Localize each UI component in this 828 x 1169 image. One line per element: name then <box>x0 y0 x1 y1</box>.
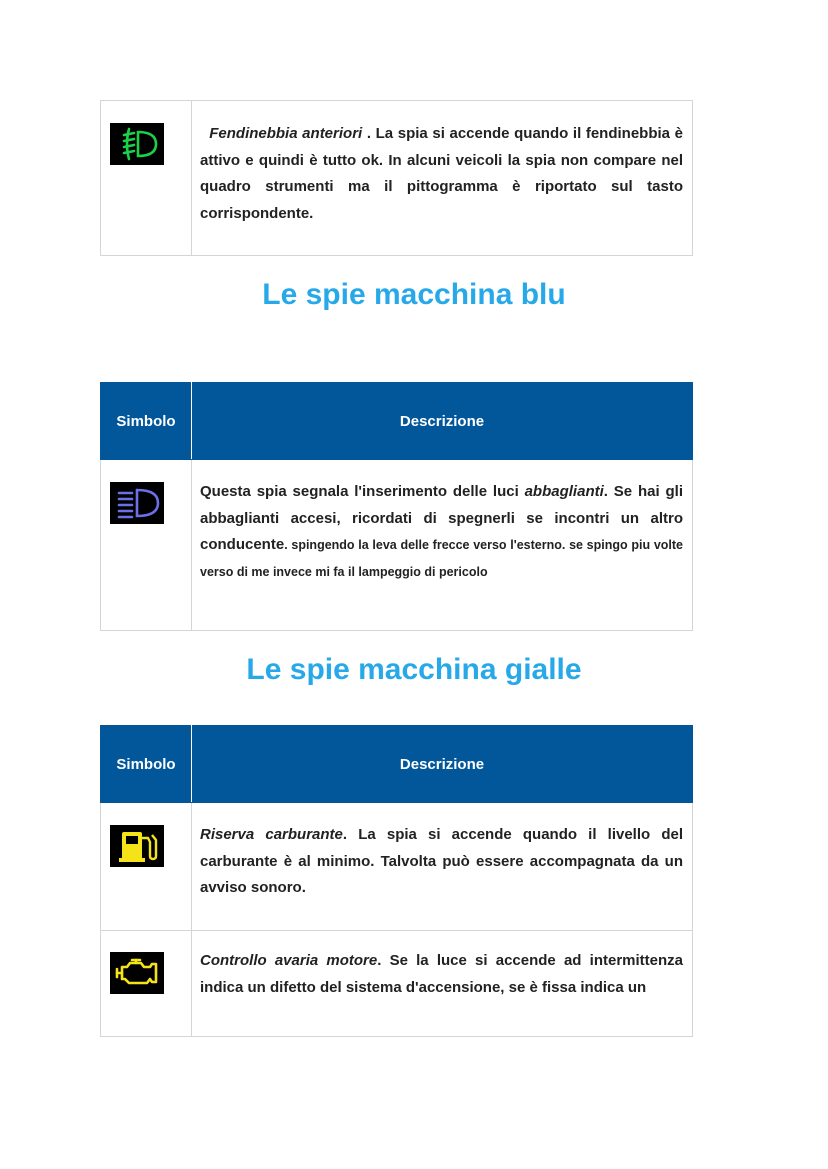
warning-title: Fendinebbia anteriori <box>209 125 363 142</box>
table-row <box>101 460 693 631</box>
column-header-symbol: Simbolo <box>101 726 192 803</box>
column-header-symbol: Simbolo <box>101 383 192 460</box>
table-row <box>101 101 693 256</box>
column-header-description: Descrizione <box>192 726 693 803</box>
warning-note: . spingendo la leva delle frecce verso l'esterno. se spingo piu volte verso di me invece mi fa il lampeggio di pericolo <box>200 538 683 579</box>
warning-title: Controllo avaria motore <box>200 952 378 969</box>
column-header-description: Descrizione <box>192 383 693 460</box>
description-cell <box>192 931 693 1037</box>
section-heading-blue: Le spie macchina blu <box>262 278 566 311</box>
high-beam-icon <box>110 482 164 524</box>
symbol-cell <box>101 931 192 1037</box>
blue-lights-table <box>100 382 693 631</box>
fog-light-table <box>100 100 693 256</box>
table-header-row <box>101 383 693 460</box>
symbol-cell <box>101 101 192 256</box>
description-cell <box>192 803 693 931</box>
warning-text: . Se la luce si accende ad intermittenza indica un difetto del sistema d'accensione, se è fissa indica un <box>200 952 683 996</box>
table-row <box>101 931 693 1037</box>
table-header-row <box>101 726 693 803</box>
description-cell <box>192 101 693 256</box>
table-row <box>101 803 693 931</box>
warning-text: Questa spia segnala l'inserimento delle luci <box>200 483 525 500</box>
warning-text: . La spia si accende quando il livello del carburante è al minimo. Talvolta può essere accompagnata da un avviso sonoro. <box>200 826 683 896</box>
engine-check-icon <box>110 952 164 994</box>
warning-title: Riserva carburante <box>200 826 343 843</box>
symbol-cell <box>101 460 192 631</box>
symbol-cell <box>101 803 192 931</box>
warning-title: abbaglianti <box>524 483 604 500</box>
front-fog-light-icon <box>110 123 164 165</box>
fuel-reserve-icon <box>110 825 164 867</box>
section-heading-yellow: Le spie macchina gialle <box>246 653 582 686</box>
description-cell <box>192 460 693 631</box>
yellow-lights-table <box>100 725 693 1037</box>
warning-text: . Se hai gli abbaglianti accesi, ricordati di spegnerli se incontri un altro conducente <box>200 483 684 553</box>
warning-text: . La spia si accende quando il fendinebbia è attivo e quindi è tutto ok. In alcuni veicoli la spia non compare nel quadro strumenti ma il pittogramma è riportato sul tasto corrispondente. <box>200 125 683 222</box>
